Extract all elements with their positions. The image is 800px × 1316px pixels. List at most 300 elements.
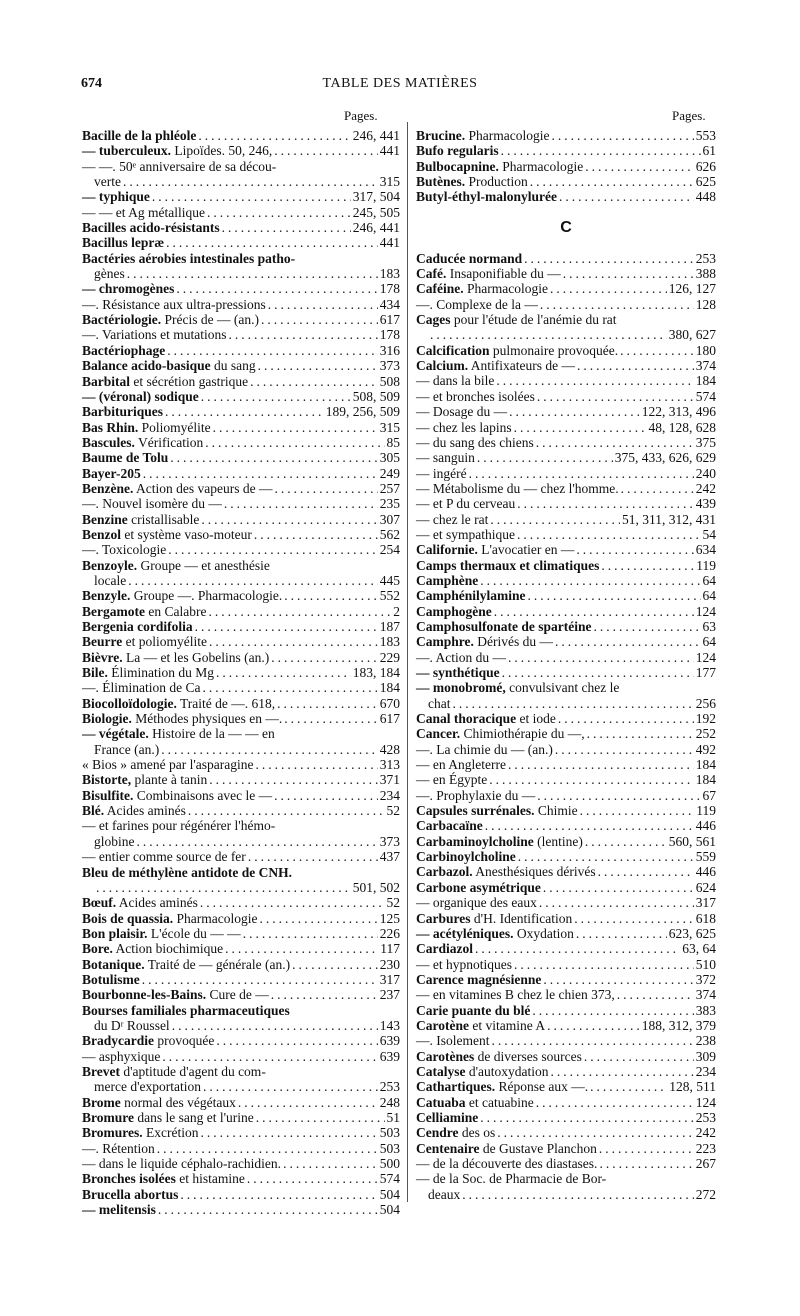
- entry-text: [416, 558, 599, 573]
- index-entry: [416, 803, 716, 818]
- entry-text: [416, 496, 515, 511]
- leader-dots: [274, 481, 377, 496]
- leader-dots: [540, 297, 694, 312]
- index-entry: [416, 435, 716, 450]
- index-entry: [82, 1125, 400, 1140]
- entry-subtext: du sang: [210, 358, 256, 374]
- index-entry: [82, 159, 400, 174]
- leader-dots: [216, 1033, 377, 1048]
- leader-dots: [585, 834, 667, 849]
- entry-text: [416, 941, 473, 956]
- page-reference: 54: [702, 526, 716, 542]
- index-entry: [82, 972, 400, 987]
- entry-subtext: Cure de —: [206, 987, 269, 1003]
- entry-text: [416, 895, 537, 910]
- leader-dots: [453, 696, 694, 711]
- page-reference: 184: [695, 373, 716, 389]
- leader-dots: [517, 496, 694, 511]
- entry-headword: Carotènes: [416, 1048, 475, 1064]
- entry-subtext: — entier comme source de fer: [82, 849, 246, 865]
- entry-headword: Caféine.: [416, 281, 464, 297]
- leader-dots: [475, 941, 680, 956]
- entry-text: [82, 527, 252, 542]
- entry-subtext: — et bronches isolées: [416, 388, 535, 404]
- leader-dots: [203, 1079, 378, 1094]
- entry-headword: Bacillus lepræ: [82, 235, 165, 251]
- entry-subtext: — dans le liquide céphalo-rachidien.: [82, 1156, 282, 1172]
- leader-dots: [580, 803, 695, 818]
- page-reference: 446: [695, 818, 716, 834]
- entry-headword: Bradycardie: [82, 1033, 154, 1049]
- page-reference: 2: [393, 603, 400, 619]
- page-reference: 64: [702, 588, 716, 604]
- page-reference: 374: [695, 358, 716, 374]
- leader-dots: [200, 1125, 377, 1140]
- index-entry: [416, 312, 716, 327]
- page-reference: 178: [379, 281, 400, 297]
- entry-text: [416, 1110, 478, 1125]
- page-reference: 242: [695, 1125, 716, 1141]
- page-reference: 246, 441: [352, 220, 400, 236]
- entry-subtext: et poliomyélite: [122, 634, 207, 650]
- index-entry: [416, 957, 716, 972]
- leader-dots: [518, 849, 694, 864]
- entry-text: [416, 972, 541, 987]
- index-entry: [416, 343, 716, 358]
- leader-dots: [256, 757, 378, 772]
- leader-dots: [195, 619, 378, 634]
- page-reference: 184: [695, 757, 716, 773]
- page-reference: 315: [379, 419, 400, 435]
- leader-dots: [559, 189, 694, 204]
- index-entry: [82, 374, 400, 389]
- entry-headword: Calcification: [416, 342, 490, 358]
- leader-dots: [198, 128, 350, 143]
- entry-subtext: L'avocatier en —: [477, 542, 575, 558]
- entry-text: [82, 512, 199, 527]
- entry-text: [416, 818, 483, 833]
- entry-headword: Bromures.: [82, 1125, 143, 1141]
- entry-subtext: Chimiothérapie du —,: [460, 726, 585, 742]
- entry-subtext: provoquée: [154, 1033, 215, 1049]
- entry-text: [416, 957, 512, 972]
- entry-headword: Cardiazol: [416, 941, 473, 957]
- entry-headword: Canal thoracique: [416, 711, 517, 727]
- entry-headword: Café.: [416, 266, 447, 282]
- leader-dots: [268, 297, 378, 312]
- entry-text: [416, 1171, 606, 1186]
- leader-dots: [601, 558, 694, 573]
- leader-dots: [209, 772, 378, 787]
- leader-dots: [536, 435, 694, 450]
- entry-headword: Benzoyle.: [82, 557, 138, 573]
- page-reference: 124: [695, 1094, 716, 1110]
- entry-subtext: —. Variations et mutations: [82, 327, 227, 343]
- page-reference: 249: [379, 465, 400, 481]
- leader-dots: [599, 1141, 694, 1156]
- entry-headword: Bois de quassia.: [82, 910, 174, 926]
- leader-dots: [550, 281, 667, 296]
- entry-text: [416, 266, 561, 281]
- index-entry: [416, 880, 716, 895]
- page-reference: 125: [379, 910, 400, 926]
- entry-headword: — tuberculeux.: [82, 143, 172, 159]
- entry-text: [416, 772, 487, 787]
- index-entry: [82, 865, 400, 880]
- leader-dots: [165, 404, 324, 419]
- entry-subtext: — du sang des chiens: [416, 434, 534, 450]
- entry-subtext: dans le sang et l'urine: [134, 1110, 254, 1125]
- entry-subtext: — — et Ag métallique: [82, 204, 205, 220]
- entry-subtext: Méthodes physiques en —.: [131, 711, 283, 727]
- entry-text: [82, 481, 272, 496]
- leader-dots: [469, 466, 694, 481]
- page-reference: 383: [695, 1002, 716, 1018]
- page-reference: 313: [379, 757, 400, 773]
- leader-dots: [229, 327, 378, 342]
- entry-headword: Cages: [416, 312, 451, 328]
- index-entry: [416, 266, 716, 281]
- index-entry: [416, 895, 716, 910]
- leader-dots: [200, 895, 385, 910]
- leader-dots: [180, 1187, 377, 1202]
- entry-headword: Bisulfite.: [82, 787, 134, 803]
- entry-subtext: — Métabolisme du — chez l'homme.: [416, 480, 619, 496]
- entry-subtext: et vitamine A: [469, 1017, 546, 1033]
- entry-text: [82, 1125, 198, 1140]
- page-reference: 305: [379, 450, 400, 466]
- entry-text: [416, 143, 499, 158]
- entry-headword: Carbacaïne: [416, 818, 483, 834]
- index-entry: [416, 772, 716, 787]
- entry-subtext: — sanguin: [416, 450, 475, 466]
- index-entry-continuation: [82, 174, 400, 189]
- page-reference: 639: [379, 1048, 400, 1064]
- entry-headword: Cancer.: [416, 726, 461, 742]
- page-reference: 623, 625: [668, 925, 716, 941]
- leader-dots: [577, 358, 694, 373]
- entry-headword: Biologie.: [82, 711, 132, 727]
- page-reference: 373: [379, 833, 400, 849]
- leader-dots: [594, 619, 701, 634]
- page-reference: 317: [379, 971, 400, 987]
- leader-dots: [599, 1156, 693, 1171]
- entry-text: [82, 128, 196, 143]
- entry-text: [416, 834, 583, 849]
- page-reference: 501, 502: [352, 879, 400, 895]
- index-entry: [416, 1125, 716, 1140]
- leader-dots: [524, 251, 694, 266]
- entry-text: [82, 604, 206, 619]
- entry-text: France (an.): [94, 741, 160, 757]
- leader-dots: [260, 911, 378, 926]
- entry-text: [82, 711, 282, 726]
- entry-subtext: d'aptitude d'agent du com-: [119, 1063, 266, 1079]
- entry-text: [416, 512, 488, 527]
- leader-dots: [158, 1202, 378, 1217]
- leader-dots: [563, 266, 694, 281]
- entry-text: [82, 849, 246, 864]
- entry-text: [416, 573, 478, 588]
- entry-headword: Carence magnésienne: [416, 971, 542, 987]
- index-entry: [82, 818, 400, 833]
- page-reference: 504: [379, 1186, 400, 1202]
- page-reference: 626: [695, 158, 716, 174]
- index-entry: [416, 496, 716, 511]
- entry-headword: Biocolloïdologie.: [82, 695, 177, 711]
- index-entry: [416, 420, 716, 435]
- entry-text: [82, 220, 220, 235]
- index-entry: [82, 604, 400, 619]
- index-entry: [416, 818, 716, 833]
- entry-subtext: Pharmacologie: [465, 128, 550, 143]
- page-reference: 634: [695, 542, 716, 558]
- index-entry: [82, 1171, 400, 1186]
- leader-dots: [238, 1095, 378, 1110]
- entry-text: [416, 803, 578, 818]
- entry-text: [82, 957, 290, 972]
- entry-text: [82, 680, 200, 695]
- page-reference: 441: [379, 235, 400, 251]
- leader-dots: [152, 189, 351, 204]
- entry-text: [416, 1156, 597, 1171]
- page-reference: 192: [695, 711, 716, 727]
- index-column-right: [416, 128, 716, 1202]
- entry-text: [416, 358, 575, 373]
- entry-subtext: et sécrétion gastrique: [130, 373, 249, 389]
- entry-text: [416, 1079, 588, 1094]
- entry-text: [416, 1033, 490, 1048]
- entry-subtext: plante à tanin: [131, 772, 208, 788]
- entry-text: [82, 634, 207, 649]
- leader-dots: [209, 634, 378, 649]
- page-reference: 374: [695, 987, 716, 1003]
- index-entry: [82, 189, 400, 204]
- entry-text: [82, 1171, 245, 1186]
- entry-subtext: Antifixateurs de —: [468, 358, 575, 374]
- index-entry: [82, 496, 400, 511]
- index-entry: [82, 895, 400, 910]
- page-reference: 617: [379, 312, 400, 328]
- page-reference: 503: [379, 1140, 400, 1156]
- entry-text: locale: [94, 572, 127, 588]
- entry-subtext: — et sympathique: [416, 526, 515, 542]
- index-entry: [82, 343, 400, 358]
- entry-headword: Balance acido-basique: [82, 358, 211, 374]
- entry-text: [82, 143, 272, 158]
- index-entry: [416, 1156, 716, 1171]
- page-reference: 183: [379, 634, 400, 650]
- entry-headword: Carbone asymétrique: [416, 879, 541, 895]
- entry-text: [82, 343, 165, 358]
- entry-headword: Botulisme: [82, 971, 140, 987]
- index-entry: [416, 788, 716, 803]
- entry-text: [82, 251, 295, 266]
- entry-subtext: Chimie: [534, 803, 578, 819]
- entry-text: [416, 665, 500, 680]
- index-entry: [416, 864, 716, 879]
- leader-dots: [271, 650, 378, 665]
- index-entry: [416, 987, 716, 1002]
- index-entry: [82, 1033, 400, 1048]
- leader-dots: [128, 573, 378, 588]
- leader-dots: [292, 957, 378, 972]
- page-reference: 448: [695, 189, 716, 205]
- page-reference: 126, 127: [668, 281, 716, 297]
- leader-dots: [142, 972, 378, 987]
- entry-headword: Bergamote: [82, 603, 145, 619]
- entry-headword: Cathartiques.: [416, 1079, 496, 1095]
- entry-subtext: — et P du cerveau: [416, 496, 516, 512]
- entry-text: [416, 481, 619, 496]
- entry-text: [82, 803, 186, 818]
- leader-dots: [501, 143, 701, 158]
- entry-text: [82, 665, 214, 680]
- index-entry: [82, 788, 400, 803]
- index-entry: [82, 327, 400, 342]
- entry-text: [82, 1049, 160, 1064]
- page-reference: 371: [379, 772, 400, 788]
- entry-text: [82, 726, 275, 741]
- entry-text: [416, 343, 618, 358]
- page-reference: 316: [379, 342, 400, 358]
- page-reference: 388: [695, 266, 716, 282]
- leader-dots: [127, 266, 378, 281]
- index-entry: [416, 542, 716, 557]
- entry-text: [82, 987, 269, 1002]
- index-entry: [416, 711, 716, 726]
- entry-text: [82, 772, 207, 787]
- entry-headword: Bourbonne-les-Bains.: [82, 987, 207, 1003]
- entry-subtext: — chez le rat: [416, 511, 489, 527]
- leader-dots: [547, 1018, 640, 1033]
- page-reference: 119: [696, 557, 716, 573]
- page-reference: 253: [695, 250, 716, 266]
- index-entry: [416, 1064, 716, 1079]
- leader-dots: [509, 404, 640, 419]
- leader-dots: [201, 512, 377, 527]
- entry-headword: Californie.: [416, 542, 478, 558]
- entry-headword: Capsules surrénales.: [416, 803, 535, 819]
- entry-text: [416, 634, 553, 649]
- entry-text: [416, 880, 541, 895]
- index-entry: [416, 665, 716, 680]
- index-entry: [82, 634, 400, 649]
- entry-text: [82, 1141, 155, 1156]
- entry-subtext: Lipoïdes. 50, 246,: [171, 143, 273, 159]
- entry-text: [82, 312, 259, 327]
- index-entry: [416, 281, 716, 296]
- index-entry: [416, 558, 716, 573]
- index-entry: [416, 1003, 716, 1018]
- entry-headword: Camphre.: [416, 634, 474, 650]
- entry-subtext: Anesthésiques dérivés: [472, 864, 596, 880]
- entry-headword: Camphogène: [416, 603, 492, 619]
- leader-dots: [490, 512, 620, 527]
- entry-text: [416, 404, 507, 419]
- page-reference: 446: [695, 864, 716, 880]
- leader-dots: [492, 1033, 694, 1048]
- index-entry: [82, 696, 400, 711]
- leader-dots: [555, 634, 701, 649]
- section-letter-c: C: [560, 218, 572, 236]
- entry-text: [82, 650, 269, 665]
- entry-text: [416, 251, 522, 266]
- entry-headword: Benzine: [82, 511, 128, 527]
- page-reference: 618: [695, 910, 716, 926]
- entry-headword: Barbital: [82, 373, 131, 389]
- entry-subtext: — asphyxique: [82, 1048, 161, 1064]
- entry-subtext: pour l'étude de l'anémie du rat: [450, 312, 617, 328]
- entry-text: [82, 757, 254, 772]
- entry-headword: — typhique: [82, 189, 150, 205]
- entry-text: [416, 1125, 495, 1140]
- leader-dots: [462, 1187, 694, 1202]
- entry-subtext: Groupe — et anesthésie: [137, 557, 270, 573]
- entry-headword: — végétale.: [82, 726, 149, 742]
- entry-text: [82, 926, 241, 941]
- entry-headword: Bascules.: [82, 434, 135, 450]
- entry-text: [416, 1003, 530, 1018]
- leader-dots: [207, 205, 351, 220]
- page-reference: 143: [379, 1017, 400, 1033]
- entry-headword: Benzyle.: [82, 588, 131, 604]
- entry-text: [82, 788, 272, 803]
- leader-dots: [213, 420, 378, 435]
- index-entry: [416, 1079, 716, 1094]
- index-entry: [82, 1064, 400, 1079]
- entry-subtext: d'H. Identification: [470, 910, 573, 926]
- entry-subtext: Traité de — générale (an.): [144, 956, 291, 972]
- leader-dots: [496, 373, 693, 388]
- page-reference: 238: [695, 1033, 716, 1049]
- entry-subtext: —. Complexe de la —: [416, 296, 538, 312]
- index-entry: [82, 143, 400, 158]
- index-entry: [416, 650, 716, 665]
- page-reference: 508: [379, 373, 400, 389]
- index-entry: [416, 742, 716, 757]
- page-reference: 63, 64: [682, 941, 716, 957]
- entry-text: [416, 849, 516, 864]
- entry-text: [416, 726, 585, 741]
- page-reference: 373: [379, 358, 400, 374]
- index-entry: [82, 251, 400, 266]
- entry-subtext: —. Rétention: [82, 1140, 155, 1156]
- index-c-entries: [416, 251, 716, 1202]
- entry-headword: Catuaba: [416, 1094, 466, 1110]
- entry-subtext: Action des vapeurs de —: [133, 480, 273, 496]
- entry-subtext: et histamine: [175, 1171, 245, 1187]
- entry-headword: Bromure: [82, 1110, 134, 1125]
- entry-text: [416, 711, 556, 726]
- leader-dots: [537, 389, 694, 404]
- entry-headword: — monobromé,: [416, 680, 506, 696]
- leader-dots: [576, 542, 693, 557]
- leader-dots: [537, 788, 700, 803]
- entry-text: [416, 466, 467, 481]
- entry-text: [416, 680, 619, 695]
- leader-dots: [254, 527, 378, 542]
- leader-dots: [530, 174, 694, 189]
- index-entry: [82, 512, 400, 527]
- entry-headword: Brevet: [82, 1063, 120, 1079]
- page-reference: 237: [379, 987, 400, 1003]
- page-reference: 574: [695, 388, 716, 404]
- index-entry: [82, 711, 400, 726]
- entry-text: [416, 373, 494, 388]
- page-reference: 48, 128, 628: [648, 419, 716, 435]
- entry-text: [416, 742, 553, 757]
